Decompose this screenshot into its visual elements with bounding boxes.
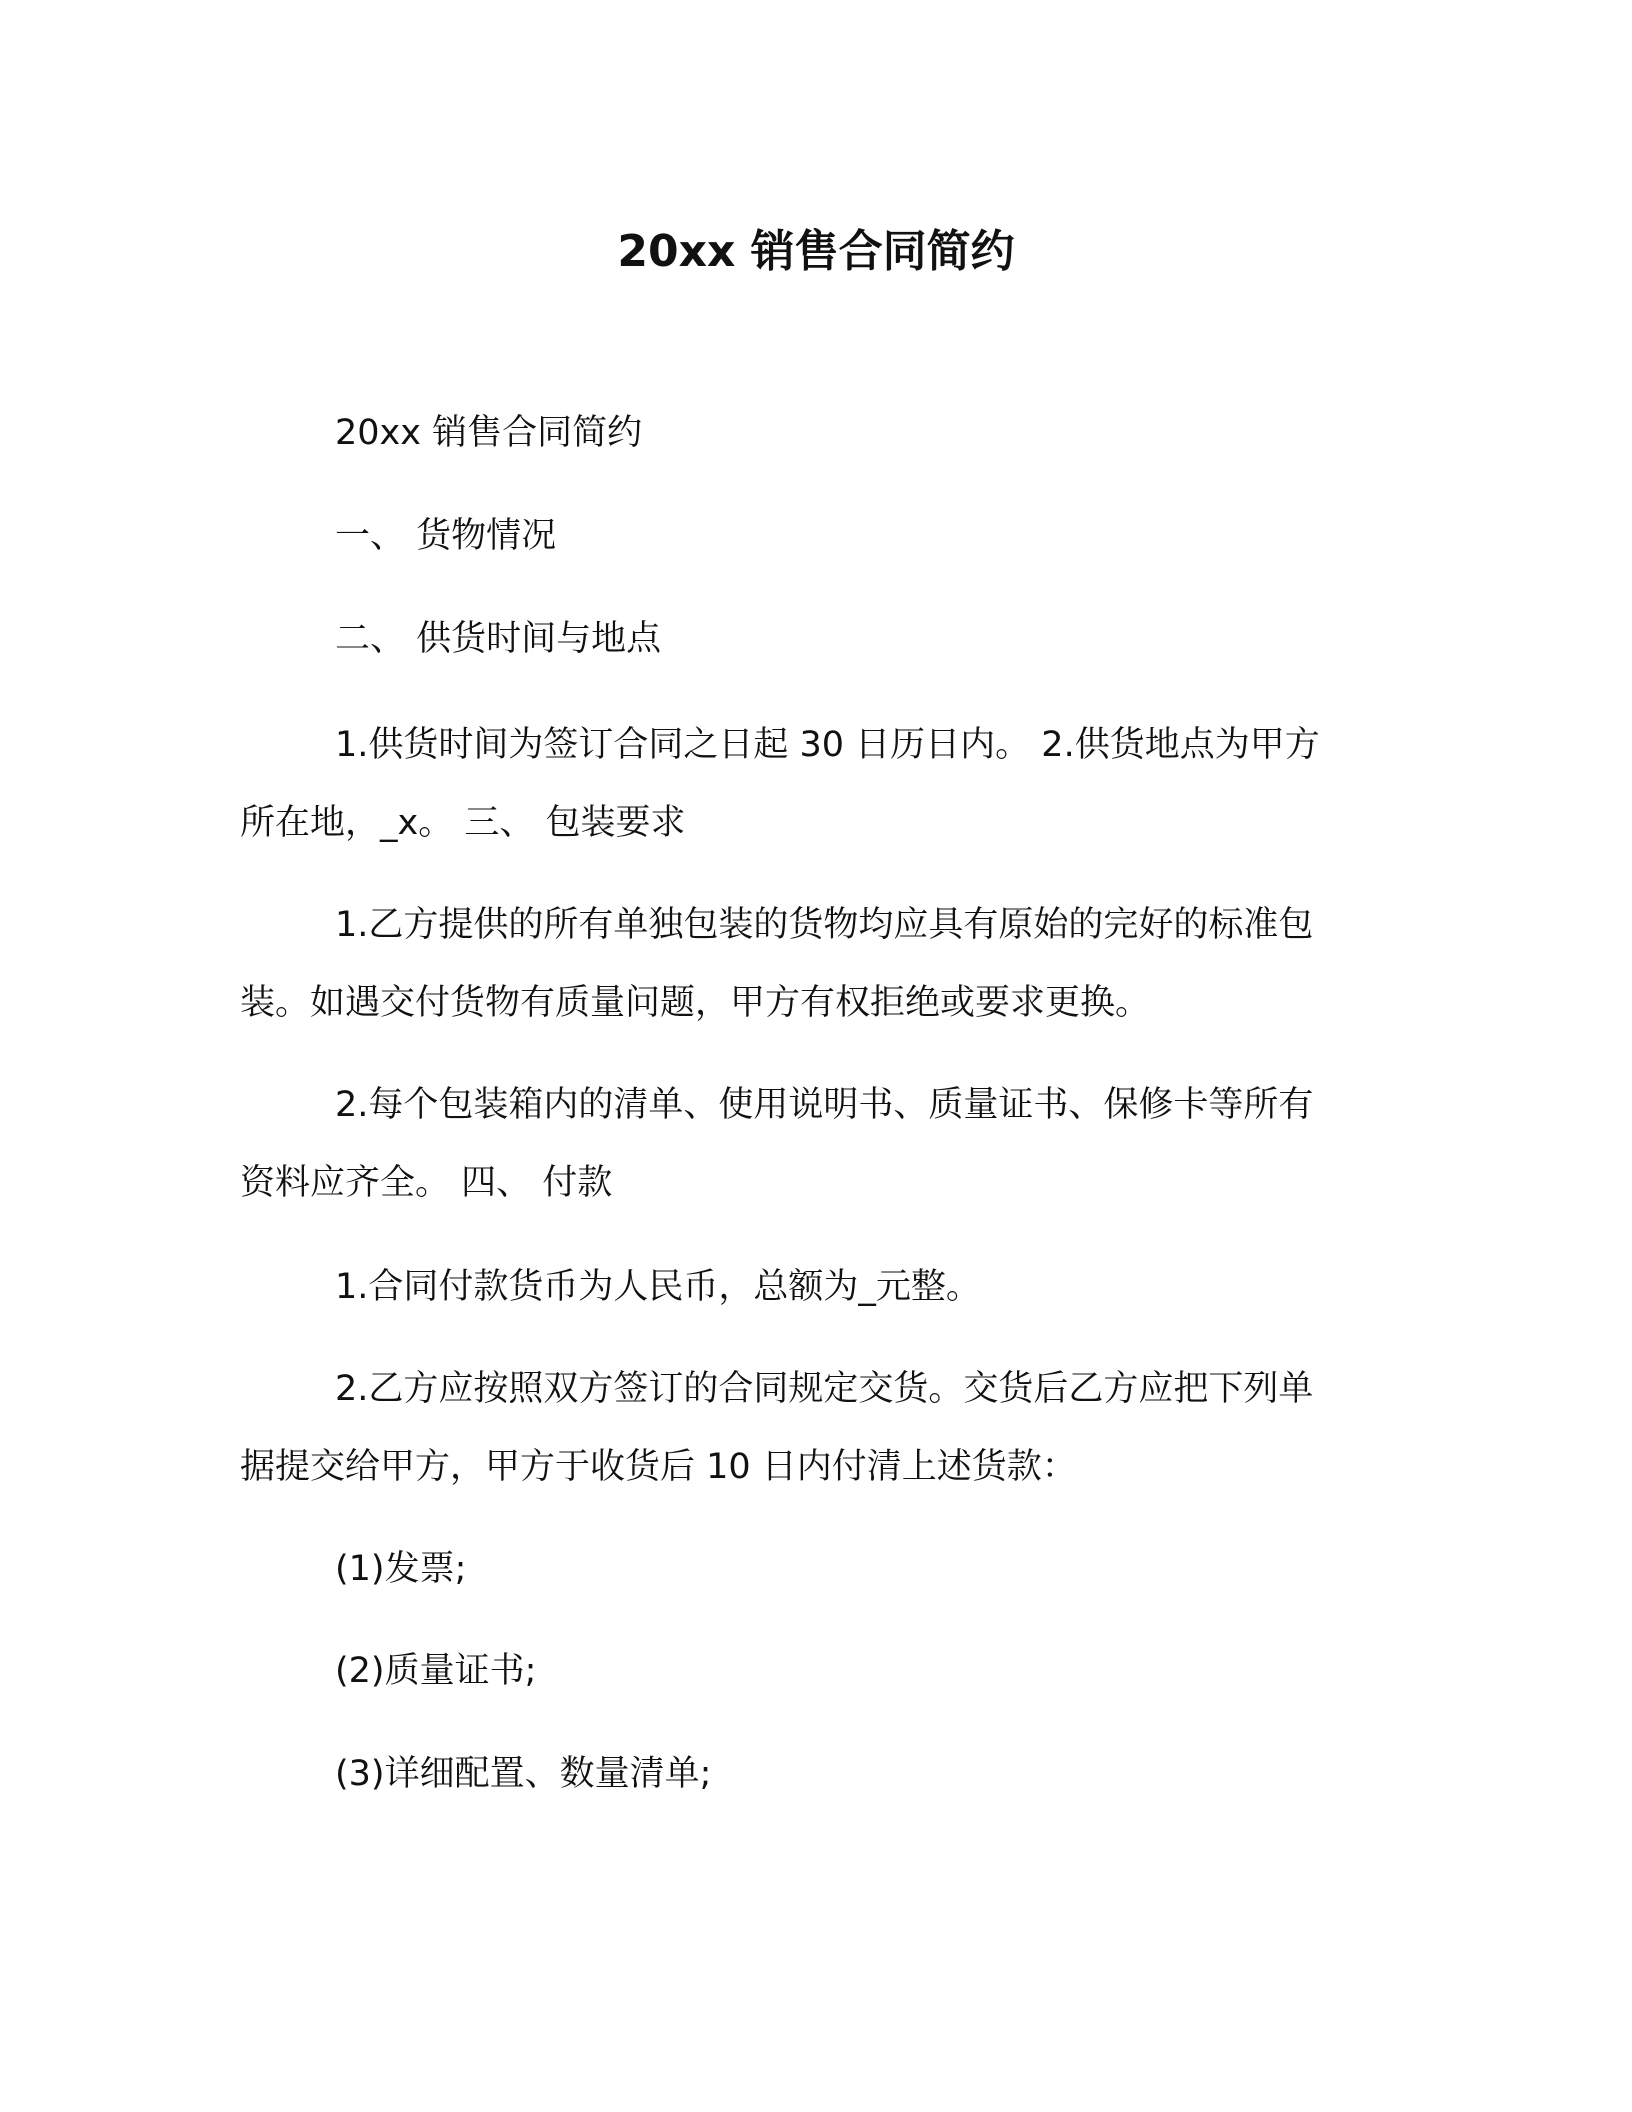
paragraph-line: (2)质量证书; [335,1651,537,1691]
paragraph-line: 所在地，_x。 三、 包装要求 [240,803,686,843]
paragraph-payment-1 [240,1248,1380,1326]
paragraph-packaging-1 [240,886,1380,1042]
list-item-quality-certificate [240,1632,1380,1710]
paragraph-line: 1.乙方提供的所有单独包装的货物均应具有原始的完好的标准包 [335,905,1314,945]
section-supply-heading [240,600,1380,678]
document-title: 20xx 销售合同简约 [617,226,1015,277]
list-item-configuration-list [240,1735,1380,1813]
paragraph-packaging-2 [240,1066,1380,1222]
paragraph-line: 2.每个包装箱内的清单、使用说明书、质量证书、保修卡等所有 [335,1085,1314,1125]
paragraph-payment-2 [240,1350,1380,1506]
list-item-invoice [240,1530,1380,1608]
paragraph-line: 据提交给甲方，甲方于收货后 10 日内付清上述货款： [240,1447,1077,1487]
paragraph-line: (3)详细配置、数量清单; [335,1754,712,1794]
paragraph-heading-repeat [240,394,1380,472]
paragraph-line: 1.合同付款货币为人民币，总额为_元整。 [335,1267,981,1307]
paragraph-line: 一、 货物情况 [335,516,557,556]
paragraph-line: 二、 供货时间与地点 [335,619,662,659]
section-goods-heading [240,497,1380,575]
paragraph-supply-terms [240,706,1380,862]
paragraph-line: 资料应齐全。 四、 付款 [240,1163,613,1203]
paragraph-line: 2.乙方应按照双方签订的合同规定交货。交货后乙方应把下列单 [335,1369,1314,1409]
paragraph-line: (1)发票; [335,1549,467,1589]
paragraph-line: 20xx 销售合同简约 [335,413,643,453]
paragraph-line: 1.供货时间为签订合同之日起 30 日历日内。 2.供货地点为甲方 [335,725,1320,765]
paragraph-line: 装。如遇交付货物有质量问题，甲方有权拒绝或要求更换。 [240,983,1151,1023]
